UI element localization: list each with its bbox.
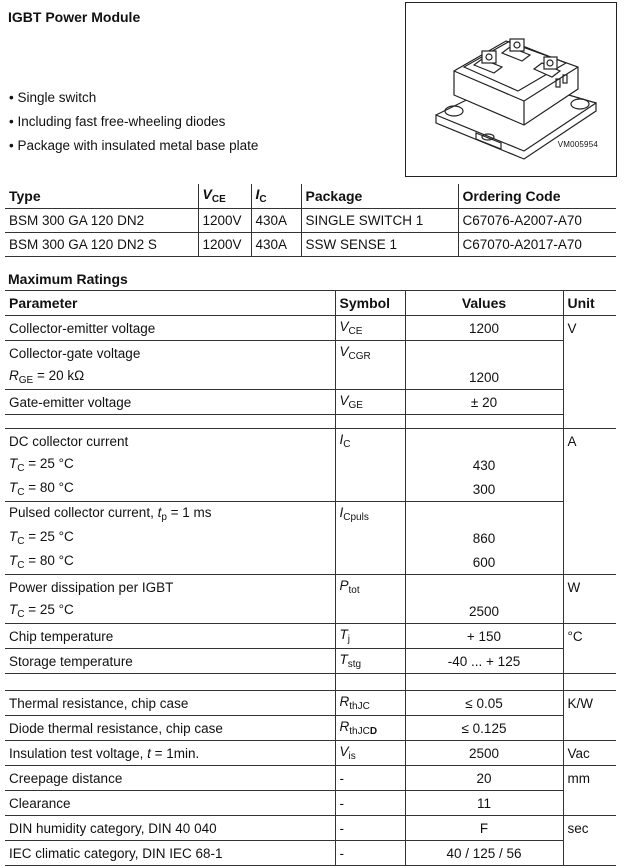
figure-label: VM005954	[557, 140, 598, 149]
cell-value: 2500	[405, 741, 563, 766]
cell-unit: mm	[563, 766, 616, 791]
cell-value: 20	[405, 766, 563, 791]
table-row	[5, 599, 616, 624]
cell-value: F	[405, 816, 563, 841]
cell-value: 2500	[405, 599, 563, 624]
cell-symbol: $V_{GE}$	[335, 390, 405, 415]
cell-value: ≤ 0.125	[405, 716, 563, 741]
cell-value: 40 / 125 / 56	[405, 841, 563, 866]
feature-item: • Including fast free-wheeling diodes	[9, 114, 226, 129]
table-row	[5, 575, 616, 600]
table-row	[5, 429, 616, 454]
table-row	[5, 716, 616, 741]
cell-value: + 150	[405, 624, 563, 649]
cell-symbol: -	[335, 791, 405, 816]
cell-parameter: $T_C = 25$ °C	[5, 599, 335, 624]
table-row	[5, 232, 616, 256]
cell-symbol: $V_{is}$	[335, 741, 405, 766]
cell-symbol: $I_C$	[335, 429, 405, 454]
cell-value	[405, 341, 563, 366]
cell-parameter: Diode thermal resistance, chip case	[5, 716, 335, 741]
cell-parameter: Power dissipation per IGBT	[9, 579, 174, 595]
cell-parameter: DIN humidity category, DIN 40 040	[5, 816, 335, 841]
cell-value: 430	[405, 453, 563, 477]
cell-unit: °C	[563, 624, 616, 649]
table-row	[5, 766, 616, 791]
cell-parameter: Pulsed collector current, $t_p = 1$ ms	[9, 505, 212, 523]
cell-parameter: Gate-emitter voltage	[5, 390, 335, 415]
table-row	[5, 791, 616, 816]
cell-ic: 430A	[251, 208, 301, 232]
col-ordering: Ordering Code	[458, 184, 616, 208]
cell-unit	[563, 365, 616, 390]
table-row	[5, 841, 616, 866]
col-vce: $V_{CE}$	[198, 184, 251, 208]
table-row	[5, 477, 616, 502]
table-row	[5, 526, 616, 550]
table-row	[5, 390, 616, 415]
col-package: Package	[301, 184, 458, 208]
cell-parameter: Thermal resistance, chip case	[5, 691, 335, 716]
cell-parameter: Insulation test voltage, t = 1min.	[5, 741, 335, 766]
cell-unit: A	[563, 429, 616, 454]
cell-parameter: $T_C = 25$ °C	[9, 456, 74, 474]
col-values: Values	[405, 291, 563, 316]
cell-parameter: Storage temperature	[5, 649, 335, 674]
cell-parameter: Chip temperature	[5, 624, 335, 649]
package-drawing	[405, 2, 617, 177]
cell-value: -40 ... + 125	[405, 649, 563, 674]
col-unit: Unit	[563, 291, 616, 316]
cell-parameter: IEC climatic category, DIN IEC 68-1	[5, 841, 335, 866]
cell-type: BSM 300 GA 120 DN2 S	[5, 232, 198, 256]
table-row	[5, 741, 616, 766]
row-gap	[5, 415, 616, 429]
col-ic: $I_C$	[251, 184, 301, 208]
col-parameter: Parameter	[5, 291, 335, 316]
cell-parameter: Clearance	[5, 791, 335, 816]
feature-item: • Single switch	[9, 90, 97, 105]
table-row	[5, 453, 616, 477]
feature-item: • Package with insulated metal base plate	[9, 138, 259, 153]
cell-symbol	[335, 365, 405, 390]
row-gap	[5, 674, 616, 691]
section-title: Maximum Ratings	[8, 271, 128, 287]
cell-parameter: $T_C = 80$ °C	[5, 550, 335, 575]
cell-unit: Vac	[563, 741, 616, 766]
cell-parameter: Creepage distance	[5, 766, 335, 791]
cell-symbol: -	[335, 816, 405, 841]
cell-symbol: $V_{CE}$	[335, 316, 405, 341]
cell-unit: sec	[563, 816, 616, 841]
cell-value	[405, 429, 563, 454]
table-row	[5, 316, 616, 341]
table-row	[5, 816, 616, 841]
cell-parameter: $R_{GE} = 20$ kΩ	[5, 365, 335, 390]
ratings-header	[5, 291, 616, 316]
table-row	[5, 502, 616, 527]
table-row	[5, 341, 616, 366]
feature-list	[9, 86, 258, 158]
cell-symbol: $T_j$	[335, 624, 405, 649]
cell-unit	[563, 341, 616, 366]
cell-parameter: Collector-emitter voltage	[5, 316, 335, 341]
cell-package: SSW SENSE 1	[301, 232, 458, 256]
cell-type: BSM 300 GA 120 DN2	[5, 208, 198, 232]
table-row	[5, 624, 616, 649]
cell-unit: K/W	[563, 691, 616, 716]
cell-value: 1200	[405, 316, 563, 341]
cell-ic: 430A	[251, 232, 301, 256]
cell-value: ± 20	[405, 390, 563, 415]
cell-symbol: $V_{CGR}$	[335, 341, 405, 366]
table-row	[5, 365, 616, 390]
cell-ordering: C67076-A2007-A70	[458, 208, 616, 232]
table-row	[5, 208, 616, 232]
cell-parameter: $T_C = 25$ °C	[9, 529, 74, 547]
cell-value: 860	[405, 526, 563, 550]
table-row	[5, 550, 616, 575]
col-type: Type	[5, 184, 198, 208]
cell-value: 11	[405, 791, 563, 816]
table-row	[5, 649, 616, 674]
cell-symbol: -	[335, 766, 405, 791]
cell-unit: V	[563, 316, 616, 341]
type-table	[5, 184, 616, 257]
cell-value: ≤ 0.05	[405, 691, 563, 716]
col-symbol: Symbol	[335, 291, 405, 316]
cell-symbol: -	[335, 841, 405, 866]
cell-vce: 1200V	[198, 232, 251, 256]
cell-parameter: DC collector current	[9, 433, 129, 449]
cell-symbol: $P_{tot}$	[335, 575, 405, 600]
cell-value: 1200	[405, 365, 563, 390]
cell-package: SINGLE SWITCH 1	[301, 208, 458, 232]
type-table-header	[5, 184, 616, 208]
cell-symbol: $R_{thJC}$	[335, 691, 405, 716]
cell-value: 300	[405, 477, 563, 502]
cell-ordering: C67070-A2017-A70	[458, 232, 616, 256]
cell-symbol: $T_{stg}$	[335, 649, 405, 674]
cell-parameter: $T_C = 80$ °C	[5, 477, 335, 502]
ratings-table	[5, 290, 616, 866]
table-row	[5, 691, 616, 716]
cell-symbol: $R_{thJCD}$	[335, 716, 405, 741]
igbt-module-illustration	[406, 3, 616, 176]
cell-parameter: Collector-gate voltage	[9, 345, 141, 361]
cell-unit	[563, 390, 616, 415]
cell-value: 600	[405, 550, 563, 575]
page-title: IGBT Power Module	[8, 9, 141, 25]
cell-vce: 1200V	[198, 208, 251, 232]
cell-unit: W	[563, 575, 616, 600]
cell-symbol: $I_{Cpuls}$	[335, 502, 405, 527]
